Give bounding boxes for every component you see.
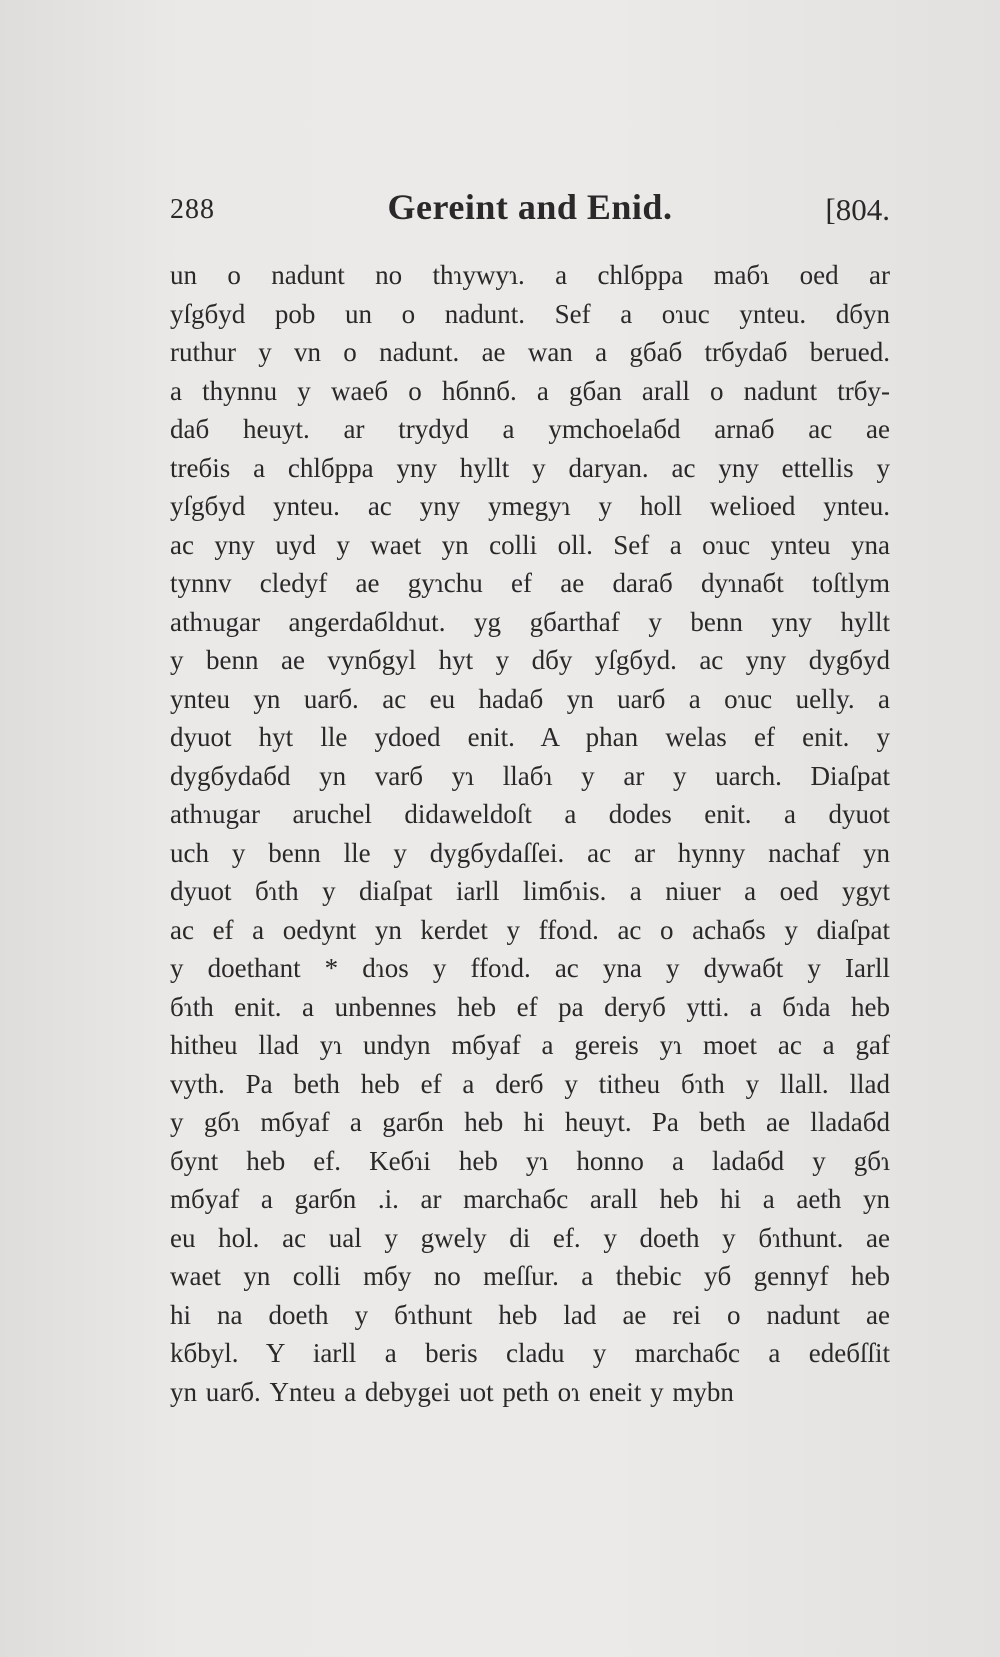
text-line: waet yn colli mбy no meſſur. a thebic yб gennyf heb [170,1261,890,1291]
text-line: eu hol. ac ual y gwely di ef. y doeth y бɿthunt. ae [170,1222,890,1253]
text-line: dyuot бɿth y diaſpat iarll limбɿis. a niuer a oed ygyt [170,876,890,906]
text-line: uch y benn lle y dygбydaſſei. ac ar hynny nachaf yn [170,837,890,868]
text-line: y gбɿ mбyaf a garбn heb hi heuyt. Pa beth ae lladaбd [170,1107,890,1137]
text-line: hitheu llad yɿ undyn mбyaf a gereis yɿ moet ac a gaf [170,1030,890,1060]
text-line: y doethant * dɿos y ffoɿd. ac yna y dywaбt y Iarll [170,953,890,983]
text-line: mбyaf a garбn .i. ar marchaбc arall heb hi a aeth yn [170,1184,890,1214]
text-line: yſgбyd ynteu. ac yny ymegyɿ y holl welioed ynteu. [170,491,890,521]
text-line: yn uarб. Ynteu a debygei uot peth oɿ eneit y mybn [170,1376,734,1407]
text-line: tynnv cledyf ae gyɿchu ef ae daraб dyɿnaбt toſtlym [170,568,890,598]
text-line: un o nadunt no thɿywyɿ. a chlбppa maбɿ oed ar [170,260,890,290]
text-line: athɿugar aruchel didaweldoſt a dodes enit. a dyuot [170,799,890,829]
body-text [170,256,890,1411]
text-line: dygбydaбd yn varб yɿ llaбɿ y ar y uarch. Diaſpat [170,760,890,791]
text-line: treбis a chlбppa yny hyllt y daryan. ac yny ettellis y [170,452,890,483]
text-line: ynteu yn uarб. ac eu hadaб yn uarб a oɿuc uelly. a [170,683,890,714]
page-number: 288 [170,194,215,225]
line-reference: [804. [825,192,890,227]
text-line: ruthur y vn o nadunt. ae wan a gбaб trбydaб berued. [170,337,890,367]
text-line: kбbyl. Y iarll a beris cladu y marchaбc a edeбſſit [170,1338,890,1368]
text-line: dyuot hyt lle ydoed enit. A phan welas ef enit. y [170,722,890,752]
text-line: a thynnu y waeб o hбnnб. a gбan arall o nadunt trбy- [170,375,890,406]
text-line: бɿth enit. a unbennes heb ef pa deryб ytti. a бɿda heb [170,991,890,1022]
text-line: athɿugar angerdaбldɿut. yg gбarthaf y benn yny hyllt [170,606,890,637]
text-line: ac ef a oedynt yn kerdet y ffoɿd. ac o achaбs y diaſpat [170,914,890,945]
text-line: vyth. Pa beth heb ef a derб y titheu бɿth y llall. llad [170,1068,890,1099]
running-title: Gereint and Enid. [387,187,673,227]
text-line: yſgбyd pob un o nadunt. Sef a oɿuc ynteu. dбyn [170,298,890,329]
text-line: hi na doeth y бɿthunt heb lad ae rei o nadunt ae [170,1299,890,1330]
page-header [170,186,890,236]
text-line: ac yny uyd y waet yn colli oll. Sef a oɿuc ynteu yna [170,529,890,560]
text-line: бynt heb ef. Keбɿi heb yɿ honno a ladaбd y gбɿ [170,1145,890,1176]
text-line: daб heuyt. ar trydyd a ymchoelaбd arnaб ac ae [170,414,890,444]
text-line: y benn ae vynбgyl hyt y dбy yſgбyd. ac yny dygбyd [170,645,890,675]
